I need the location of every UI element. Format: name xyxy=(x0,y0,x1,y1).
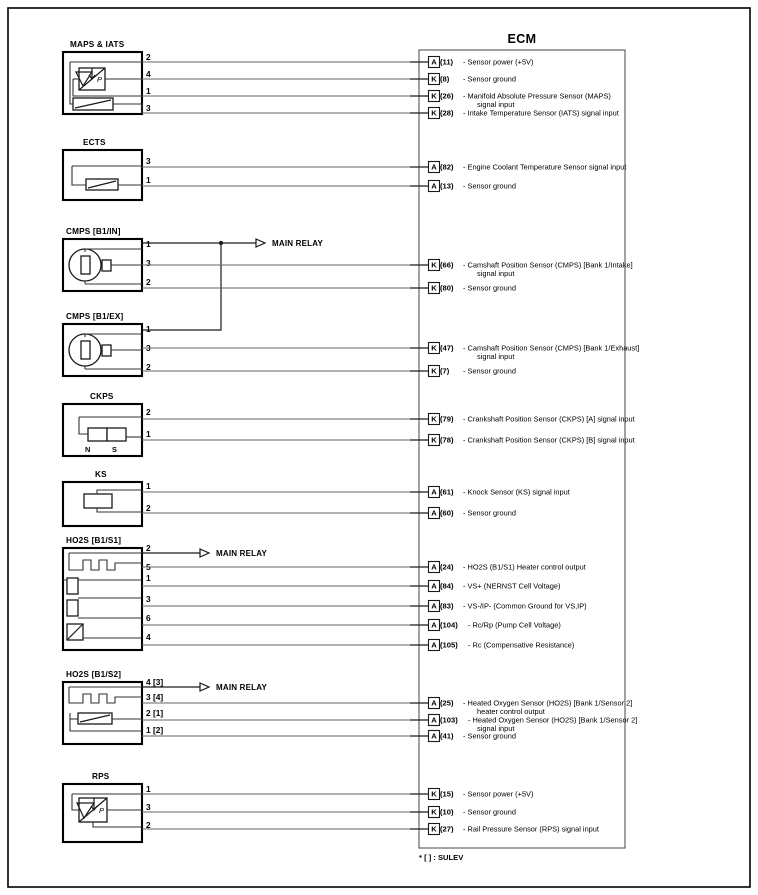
ecm-terminal-a82 xyxy=(410,162,626,173)
ecm-terminal-k10 xyxy=(410,807,516,818)
pin-label-ho2s-s2-4: 4 [3] xyxy=(146,677,164,687)
pin-label-ks-2: 2 xyxy=(146,503,151,513)
ecm-terminal-k15 xyxy=(410,789,533,800)
pin-label-ho2s-s1-3: 3 xyxy=(146,594,151,604)
terminal-description: - Sensor ground xyxy=(463,366,516,376)
connector-letter: A xyxy=(431,715,437,725)
pump-cell-symbol xyxy=(67,600,78,616)
pin-label-cmps-in-1: 1 xyxy=(146,239,151,249)
footnote-sulev: * [ ] : SULEV xyxy=(419,853,464,862)
pressure-symbol-letter: P xyxy=(97,75,103,84)
connector-letter: A xyxy=(431,731,437,741)
pin-label-cmps-ex-3: 3 xyxy=(146,343,151,353)
sensor-maps-iats xyxy=(63,40,419,114)
rps-symbol-letter: P xyxy=(99,806,105,815)
terminal-pin-number: (26) xyxy=(440,91,454,101)
ckps-pole-label-s: S xyxy=(112,445,117,454)
terminal-description-line2: signal input xyxy=(477,269,515,278)
pin-label-ho2s-s2-2: 2 [1] xyxy=(146,708,164,718)
sensor-title-maps-iats: MAPS & IATS xyxy=(70,40,125,49)
connector-letter: K xyxy=(431,414,437,424)
sensor-title-ho2s-s1: HO2S [B1/S1] xyxy=(66,536,122,545)
terminal-pin-number: (84) xyxy=(440,581,454,591)
pin-label-cmps-in-2: 2 xyxy=(146,277,151,287)
sensor-rps xyxy=(63,772,419,842)
terminal-description: - VS+ (NERNST Cell Voltage) xyxy=(463,581,561,591)
connector-letter: K xyxy=(431,91,437,101)
hall-element-in xyxy=(81,256,90,274)
terminal-pin-number: (10) xyxy=(440,807,454,817)
connector-letter: K xyxy=(431,343,437,353)
terminal-pin-number: (15) xyxy=(440,789,454,799)
terminal-pin-number: (103) xyxy=(440,715,458,725)
terminal-pin-number: (66) xyxy=(440,260,454,270)
terminal-description: - Heated Oxygen Sensor (HO2S) [Bank 1/Sensor 2] xyxy=(468,715,638,725)
terminal-pin-number: (7) xyxy=(440,366,450,376)
ecm-terminal-k26 xyxy=(410,91,611,110)
ecm-terminal-a13 xyxy=(410,181,516,192)
ecm-terminal-k8 xyxy=(410,74,516,85)
sensor-ks xyxy=(63,470,419,526)
terminal-description-line2: signal input xyxy=(477,100,515,109)
terminal-description-line2: signal input xyxy=(477,724,515,733)
main-relay-label-ho2s-s1: MAIN RELAY xyxy=(216,549,268,558)
connector-letter: K xyxy=(431,260,437,270)
sensor-cmps-b1-ex xyxy=(63,312,419,376)
terminal-description: - Sensor ground xyxy=(463,731,516,741)
terminal-description: - Sensor power (+5V) xyxy=(463,57,534,67)
sensor-title-rps: RPS xyxy=(92,772,110,781)
terminal-pin-number: (47) xyxy=(440,343,454,353)
terminal-description: - Crankshaft Position Sensor (CKPS) [B] signal input xyxy=(463,435,635,445)
connector-letter: A xyxy=(431,581,437,591)
nernst-cell-symbol xyxy=(67,578,78,594)
piezo-element-symbol xyxy=(84,494,112,508)
sensor-ects xyxy=(63,138,419,200)
pin-label-ho2s-s2-3: 3 [4] xyxy=(146,692,164,702)
ckps-coil-left xyxy=(88,428,107,441)
terminal-description: - Camshaft Position Sensor (CMPS) [Bank 1/Exhaust] xyxy=(463,343,640,353)
hall-target-ex xyxy=(102,345,111,356)
connector-letter: A xyxy=(431,57,437,67)
ecm-terminal-a103 xyxy=(410,715,637,734)
connector-letter: A xyxy=(431,698,437,708)
ecm-terminal-a83 xyxy=(410,601,587,612)
terminal-pin-number: (25) xyxy=(440,698,454,708)
sensor-title-cmps-ex: CMPS [B1/EX] xyxy=(66,312,124,321)
ecm-title: ECM xyxy=(507,32,537,46)
main-relay-label-ho2s-s2: MAIN RELAY xyxy=(216,683,268,692)
terminal-pin-number: (61) xyxy=(440,487,454,497)
terminal-pin-number: (11) xyxy=(440,57,454,67)
terminal-pin-number: (27) xyxy=(440,824,454,834)
pin-label-maps-2: 2 xyxy=(146,52,151,62)
pin-label-ho2s-s1-2: 2 xyxy=(146,543,151,553)
pin-label-rps-2: 2 xyxy=(146,820,151,830)
terminal-description: - Engine Coolant Temperature Sensor signal input xyxy=(463,162,627,172)
ecm-terminal-k66 xyxy=(410,260,633,279)
arrow-main-relay-cmps xyxy=(256,239,265,247)
terminal-description: - Heated Oxygen Sensor (HO2S) [Bank 1/Sensor 2] xyxy=(463,698,633,708)
pin-label-ho2s-s1-4: 4 xyxy=(146,632,151,642)
connector-letter: A xyxy=(431,640,437,650)
ckps-pole-label-n: N xyxy=(85,445,91,454)
connector-letter: A xyxy=(431,601,437,611)
terminal-description: - Knock Sensor (KS) signal input xyxy=(463,487,570,497)
terminal-description: - Sensor ground xyxy=(463,74,516,84)
pin-label-maps-3: 3 xyxy=(146,103,151,113)
ecm-terminal-k47 xyxy=(410,343,639,362)
pin-label-ho2s-s1-5: 5 xyxy=(146,562,151,572)
terminal-pin-number: (79) xyxy=(440,414,454,424)
sensor-title-cmps-in: CMPS [B1/IN] xyxy=(66,227,121,236)
terminal-description: - Sensor ground xyxy=(463,807,516,817)
ecm-terminal-k7 xyxy=(410,366,516,377)
sensor-title-ks: KS xyxy=(95,470,107,479)
sensor-title-ects: ECTS xyxy=(83,138,106,147)
ecm-terminal-a24 xyxy=(410,562,586,573)
ecm-terminal-a105 xyxy=(410,640,574,651)
terminal-description: - Sensor power (+5V) xyxy=(463,789,534,799)
terminal-description: - VS-/IP- (Common Ground for VS,IP) xyxy=(463,601,587,611)
ecm-terminal-a61 xyxy=(410,487,570,498)
connector-letter: A xyxy=(431,487,437,497)
connector-letter: K xyxy=(431,789,437,799)
ecm-terminal-k28 xyxy=(410,108,619,119)
terminal-description: - Manifold Absolute Pressure Sensor (MAPS) xyxy=(463,91,611,101)
terminal-pin-number: (83) xyxy=(440,601,454,611)
pin-label-rps-3: 3 xyxy=(146,802,151,812)
connector-letter: K xyxy=(431,108,437,118)
wire-cmps-junction-drop xyxy=(142,243,221,330)
terminal-description-line2: signal input xyxy=(477,352,515,361)
pin-label-rps-1: 1 xyxy=(146,784,151,794)
ecm-terminal-a11 xyxy=(410,57,533,68)
ecm-terminal-k27 xyxy=(410,824,599,835)
ecm-terminal-k79 xyxy=(410,414,635,425)
terminal-description: - Rc/Rp (Pump Cell Voltage) xyxy=(468,620,561,630)
sensor-title-ckps: CKPS xyxy=(90,392,114,401)
terminal-description: - Crankshaft Position Sensor (CKPS) [A] signal input xyxy=(463,414,635,424)
ecm-terminal-a41 xyxy=(410,731,516,742)
terminal-description: - Sensor ground xyxy=(463,181,516,191)
terminal-description: - HO2S (B1/S1) Heater control output xyxy=(463,562,586,572)
terminal-pin-number: (60) xyxy=(440,508,454,518)
terminal-pin-number: (82) xyxy=(440,162,454,172)
terminal-description: - Sensor ground xyxy=(463,283,516,293)
pin-label-cmps-ex-1: 1 xyxy=(146,324,151,334)
ckps-coil-right xyxy=(107,428,126,441)
ecm-terminal-k78 xyxy=(410,435,635,446)
connector-letter: K xyxy=(431,366,437,376)
sensor-ckps xyxy=(63,392,419,456)
pin-label-ho2s-s2-1: 1 [2] xyxy=(146,725,164,735)
connector-letter: K xyxy=(431,824,437,834)
main-relay-label-cmps: MAIN RELAY xyxy=(272,239,324,248)
terminal-description: - Rail Pressure Sensor (RPS) signal input xyxy=(463,824,599,834)
sensor-body-ects xyxy=(63,150,142,200)
connector-letter: K xyxy=(431,283,437,293)
ecm-terminal-a84 xyxy=(410,581,560,592)
sensor-ho2s-b1-s1 xyxy=(63,536,419,650)
terminal-pin-number: (28) xyxy=(440,108,454,118)
arrow-main-relay-ho2s-s2 xyxy=(200,683,209,691)
pin-label-ects-1: 1 xyxy=(146,175,151,185)
connector-letter: A xyxy=(431,181,437,191)
connector-letter: A xyxy=(431,562,437,572)
hall-element-ex xyxy=(81,341,90,359)
pin-label-ects-3: 3 xyxy=(146,156,151,166)
sensor-ho2s-b1-s2 xyxy=(63,670,419,744)
pin-label-ks-1: 1 xyxy=(146,481,151,491)
terminal-pin-number: (80) xyxy=(440,283,454,293)
hall-target-in xyxy=(102,260,111,271)
terminal-pin-number: (13) xyxy=(440,181,454,191)
pin-label-ckps-2: 2 xyxy=(146,407,151,417)
pin-label-maps-4: 4 xyxy=(146,69,151,79)
connector-letter: K xyxy=(431,807,437,817)
connector-letter: A xyxy=(431,620,437,630)
pin-label-ckps-1: 1 xyxy=(146,429,151,439)
pin-label-ho2s-s1-6: 6 xyxy=(146,613,151,623)
ecm-terminal-a60 xyxy=(410,508,516,519)
terminal-description: - Intake Temperature Sensor (IATS) signal input xyxy=(463,108,619,118)
terminal-pin-number: (78) xyxy=(440,435,454,445)
terminal-description: - Rc (Compensative Resistance) xyxy=(468,640,575,650)
connector-letter: K xyxy=(431,74,437,84)
terminal-pin-number: (41) xyxy=(440,731,454,741)
ecm-terminal-k80 xyxy=(410,283,516,294)
terminal-pin-number: (104) xyxy=(440,620,458,630)
terminal-description: - Camshaft Position Sensor (CMPS) [Bank 1/Intake] xyxy=(463,260,633,270)
sensor-title-ho2s-s2: HO2S [B1/S2] xyxy=(66,670,122,679)
pin-label-ho2s-s1-1: 1 xyxy=(146,573,151,583)
terminal-pin-number: (8) xyxy=(440,74,450,84)
terminal-description: - Sensor ground xyxy=(463,508,516,518)
terminal-description-line2: heater control output xyxy=(477,707,545,716)
terminal-pin-number: (105) xyxy=(440,640,458,650)
connector-letter: A xyxy=(431,162,437,172)
pin-label-cmps-ex-2: 2 xyxy=(146,362,151,372)
ecm-terminal-a104 xyxy=(410,620,561,631)
ecm-terminal-a25 xyxy=(410,698,632,717)
terminal-pin-number: (24) xyxy=(440,562,454,572)
arrow-main-relay-ho2s-s1 xyxy=(200,549,209,557)
pin-label-cmps-in-3: 3 xyxy=(146,258,151,268)
connector-letter: A xyxy=(431,508,437,518)
pin-label-maps-1: 1 xyxy=(146,86,151,96)
connector-letter: K xyxy=(431,435,437,445)
ecm-terminal-list xyxy=(410,57,639,835)
